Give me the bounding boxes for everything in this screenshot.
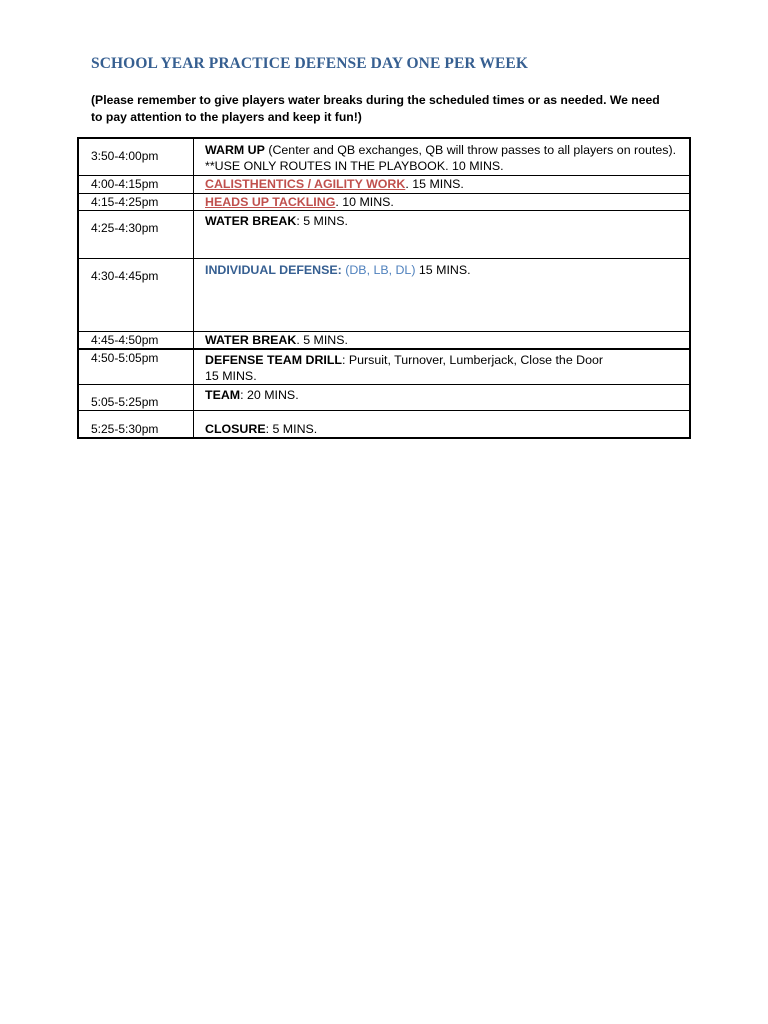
activity-label: WARM UP (205, 143, 265, 157)
time-label: 5:05-5:25pm (91, 395, 159, 409)
activity-detail: : 5 MINS. (265, 422, 318, 436)
time-label: 4:15-4:25pm (91, 194, 159, 209)
time-cell (78, 175, 194, 193)
activity-label: INDIVIDUAL DEFENSE: (205, 262, 342, 277)
document-title: SCHOOL YEAR PRACTICE DEFENSE DAY ONE PER WEEK (91, 55, 529, 72)
activity-cell (194, 385, 691, 411)
activity-cell (194, 138, 691, 175)
table-row (78, 210, 690, 258)
time-label: 4:30-4:45pm (91, 268, 159, 283)
time-cell (78, 411, 194, 439)
time-label: 4:00-4:15pm (91, 176, 159, 191)
table-row (78, 385, 690, 411)
activity-label: CLOSURE (205, 422, 266, 436)
time-label: 4:45-4:50pm (91, 332, 159, 347)
time-label: 4:25-4:30pm (91, 220, 159, 235)
activity-cell (194, 349, 691, 385)
activity-detail: : 20 MINS. (240, 388, 299, 402)
activity-label: HEADS UP TACKLING (205, 194, 336, 209)
activity-positions: (DB, LB, DL) (341, 262, 416, 277)
practice-schedule-table (77, 137, 691, 439)
activity-detail: . 15 MINS. (405, 176, 464, 191)
activity-cell (194, 193, 691, 210)
table-row (78, 331, 690, 349)
activity-cell (194, 175, 691, 193)
activity-cell (194, 411, 691, 439)
table-row (78, 258, 690, 331)
activity-cell (194, 331, 691, 349)
activity-detail: 15 MINS. (415, 262, 471, 277)
time-label: 5:25-5:30pm (91, 422, 159, 436)
time-cell (78, 210, 194, 258)
time-label: 4:50-5:05pm (91, 350, 159, 365)
activity-label: TEAM (205, 388, 241, 402)
time-cell (78, 385, 194, 411)
table-row (78, 349, 690, 385)
activity-detail: : Pursuit, Turnover, Lumberjack, Close the Door (342, 352, 604, 367)
time-cell (78, 258, 194, 331)
activity-cell (194, 258, 691, 331)
table-row (78, 193, 690, 210)
time-cell (78, 349, 194, 385)
activity-label: WATER BREAK (205, 332, 297, 347)
time-label: 3:50-4:00pm (91, 149, 159, 163)
table-row (78, 175, 690, 193)
activity-detail: (Center and QB exchanges, QB will throw passes to all players on routes). **USE ONLY ROUTES IN THE PLAYBOOK. 10 MINS. (205, 143, 677, 173)
water-break-note: (Please remember to give players water breaks during the scheduled times or as needed. We need to pay attention to the players and keep it fun!) (91, 93, 660, 124)
activity-label: CALISTHENTICS / AGILITY WORK (205, 176, 406, 191)
activity-detail: . 10 MINS. (335, 194, 394, 209)
time-cell (78, 193, 194, 210)
activity-label: WATER BREAK (205, 213, 297, 228)
activity-detail: . 5 MINS. (296, 332, 348, 347)
activity-label: DEFENSE TEAM DRILL (205, 352, 342, 367)
table-row (78, 138, 690, 175)
table-row (78, 411, 690, 439)
time-cell (78, 331, 194, 349)
activity-cell (194, 210, 691, 258)
time-cell (78, 138, 194, 175)
activity-detail: : 5 MINS. (296, 213, 348, 228)
activity-duration: 15 MINS. (205, 368, 257, 383)
